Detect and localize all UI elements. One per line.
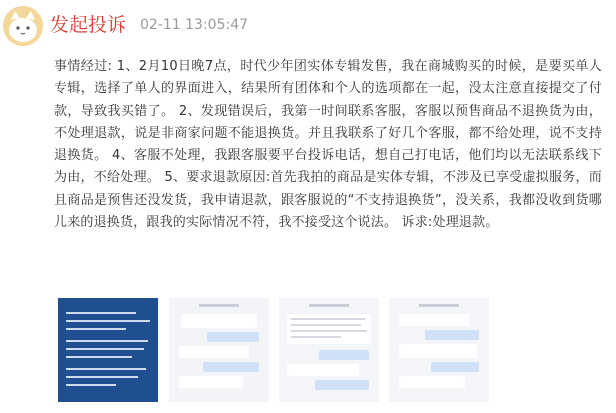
cat-avatar-icon bbox=[3, 6, 43, 46]
attachment-thumbnail[interactable] bbox=[389, 298, 489, 402]
username[interactable]: 发起投诉 bbox=[50, 14, 127, 36]
post-timestamp: 02-11 13:05:47 bbox=[140, 17, 249, 33]
avatar[interactable] bbox=[3, 6, 43, 46]
screenshot-thumbnail-icon bbox=[58, 298, 158, 402]
chat-screenshot-thumbnail-icon bbox=[279, 298, 379, 402]
attachment-thumbnail[interactable] bbox=[58, 298, 158, 402]
attachment-thumbnail[interactable] bbox=[279, 298, 379, 402]
chat-screenshot-thumbnail-icon bbox=[389, 298, 489, 402]
attachment-thumbnails bbox=[58, 298, 608, 402]
attachment-thumbnail[interactable] bbox=[169, 298, 269, 402]
post-header bbox=[0, 0, 616, 56]
chat-screenshot-thumbnail-icon bbox=[169, 298, 269, 402]
complaint-text: 事情经过: 1、2月10日晚7点，时代少年团实体专辑发售，我在商城购买的时候，是要买单人专辑，选择了单人的界面进入，结果所有团体和个人的选项都在一起，没太注意直接提交了付款，导致我买错了。 2、发现错误后，我第一时间联系客服，客服以预售商品不退换货为由，不处理退款，说是非商家问题不能退换货。并且我联系了好几个客服，都不给处理，说不支持退换货。 4、客服不处理，我跟客服要平台投诉电话，想自己打电话，他们均以无法联系线下为由，不给处理。 5、要求退款原因:首先我拍的商品是实体专辑，不涉及已享受虚拟服务，而且商品是预售还没发货，我申请退款，跟客服说的“不支持退换货”，没关系，我都没收到货哪儿来的退换货，跟我的实际情况不符，我不接受这个说法。 诉求:处理退款。 bbox=[54, 59, 602, 231]
